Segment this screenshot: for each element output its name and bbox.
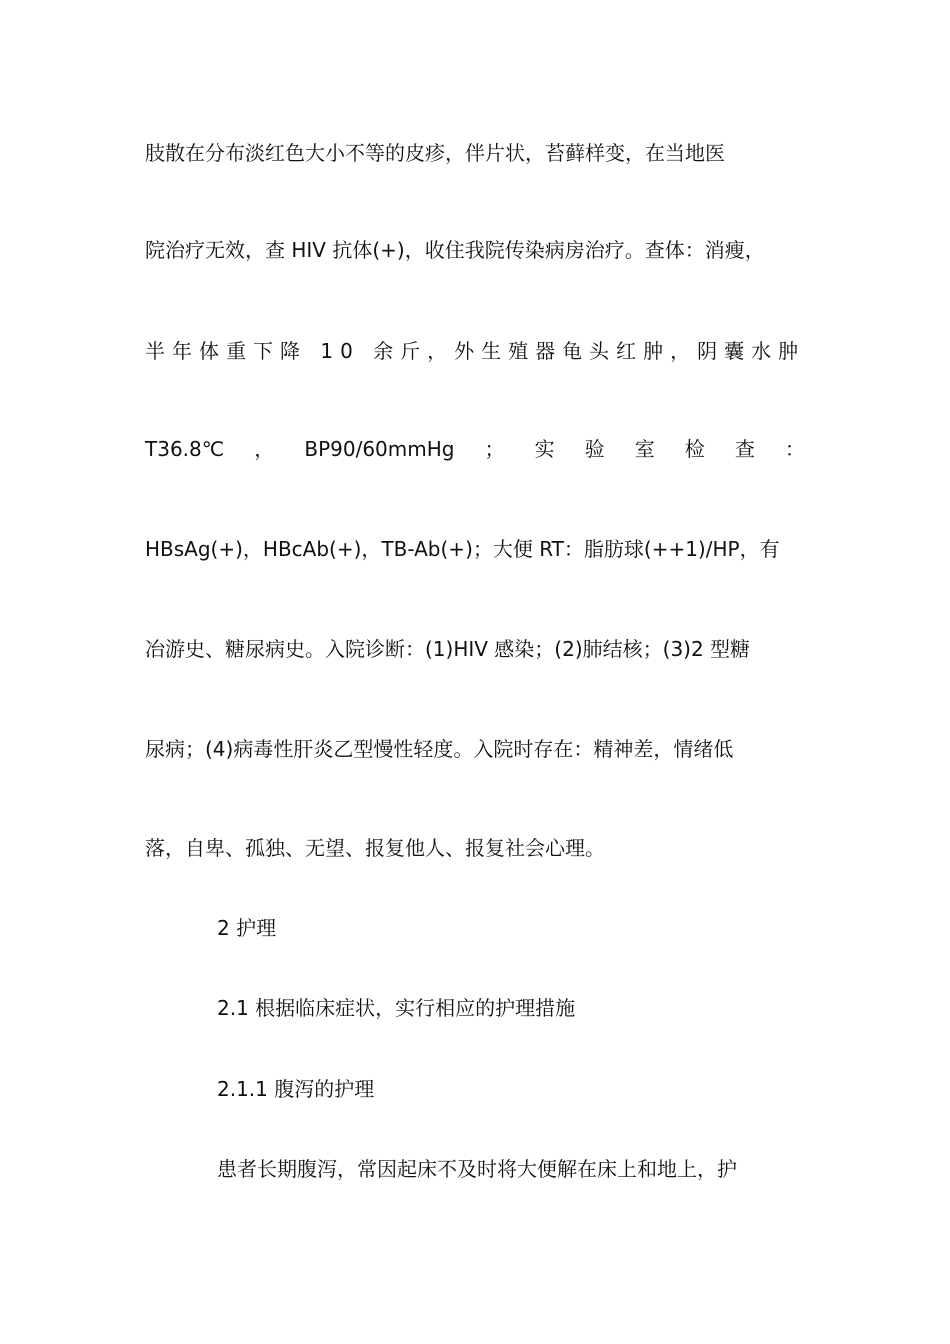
vitals-colon: ： xyxy=(784,437,805,461)
paragraph-first-line: 患者长期腹泻，常因起床不及时将大便解在床上和地上，护 xyxy=(217,1157,737,1181)
text-line-6: 冶游史、糖尿病史。入院诊断：(1)HIV 感染；(2)肺结核；(3)2 型糖 xyxy=(145,637,751,661)
vitals-char-5: 查 xyxy=(734,437,755,461)
text-line-8: 落，自卑、孤独、无望、报复他人、报复社会心理。 xyxy=(145,836,605,860)
vitals-blood-pressure: BP90/60mmHg xyxy=(304,437,455,461)
vitals-char-2: 验 xyxy=(584,437,605,461)
section-heading: 2 护理 xyxy=(217,916,277,940)
vitals-char-4: 检 xyxy=(684,437,705,461)
text-line-vitals xyxy=(145,435,805,463)
vitals-char-1: 实 xyxy=(534,437,555,461)
vitals-separator-semicolon: ； xyxy=(484,437,505,461)
text-line-3: 半年体重下降 10 余斤，外生殖器龟头红肿，阴囊水肿 xyxy=(145,339,806,363)
text-line-7: 尿病；(4)病毒性肝炎乙型慢性轻度。入院时存在：精神差，情绪低 xyxy=(145,737,734,761)
vitals-temperature: T36.8℃ xyxy=(145,437,225,461)
vitals-separator-comma: ， xyxy=(254,437,275,461)
text-line-1: 肢散在分布淡红色大小不等的皮疹，伴片状，苔藓样变，在当地医 xyxy=(145,141,725,165)
text-line-5: HBsAg(+)，HBcAb(+)，TB-Ab(+)；大便 RT：脂肪球(++1)/HP，有 xyxy=(145,537,780,561)
vitals-char-3: 室 xyxy=(634,437,655,461)
subsection-heading: 2.1 根据临床症状，实行相应的护理措施 xyxy=(217,996,576,1020)
text-line-2: 院治疗无效，查 HIV 抗体(+)，收住我院传染病房治疗。查体：消瘦， xyxy=(145,238,765,262)
subsubsection-heading: 2.1.1 腹泻的护理 xyxy=(217,1077,375,1101)
